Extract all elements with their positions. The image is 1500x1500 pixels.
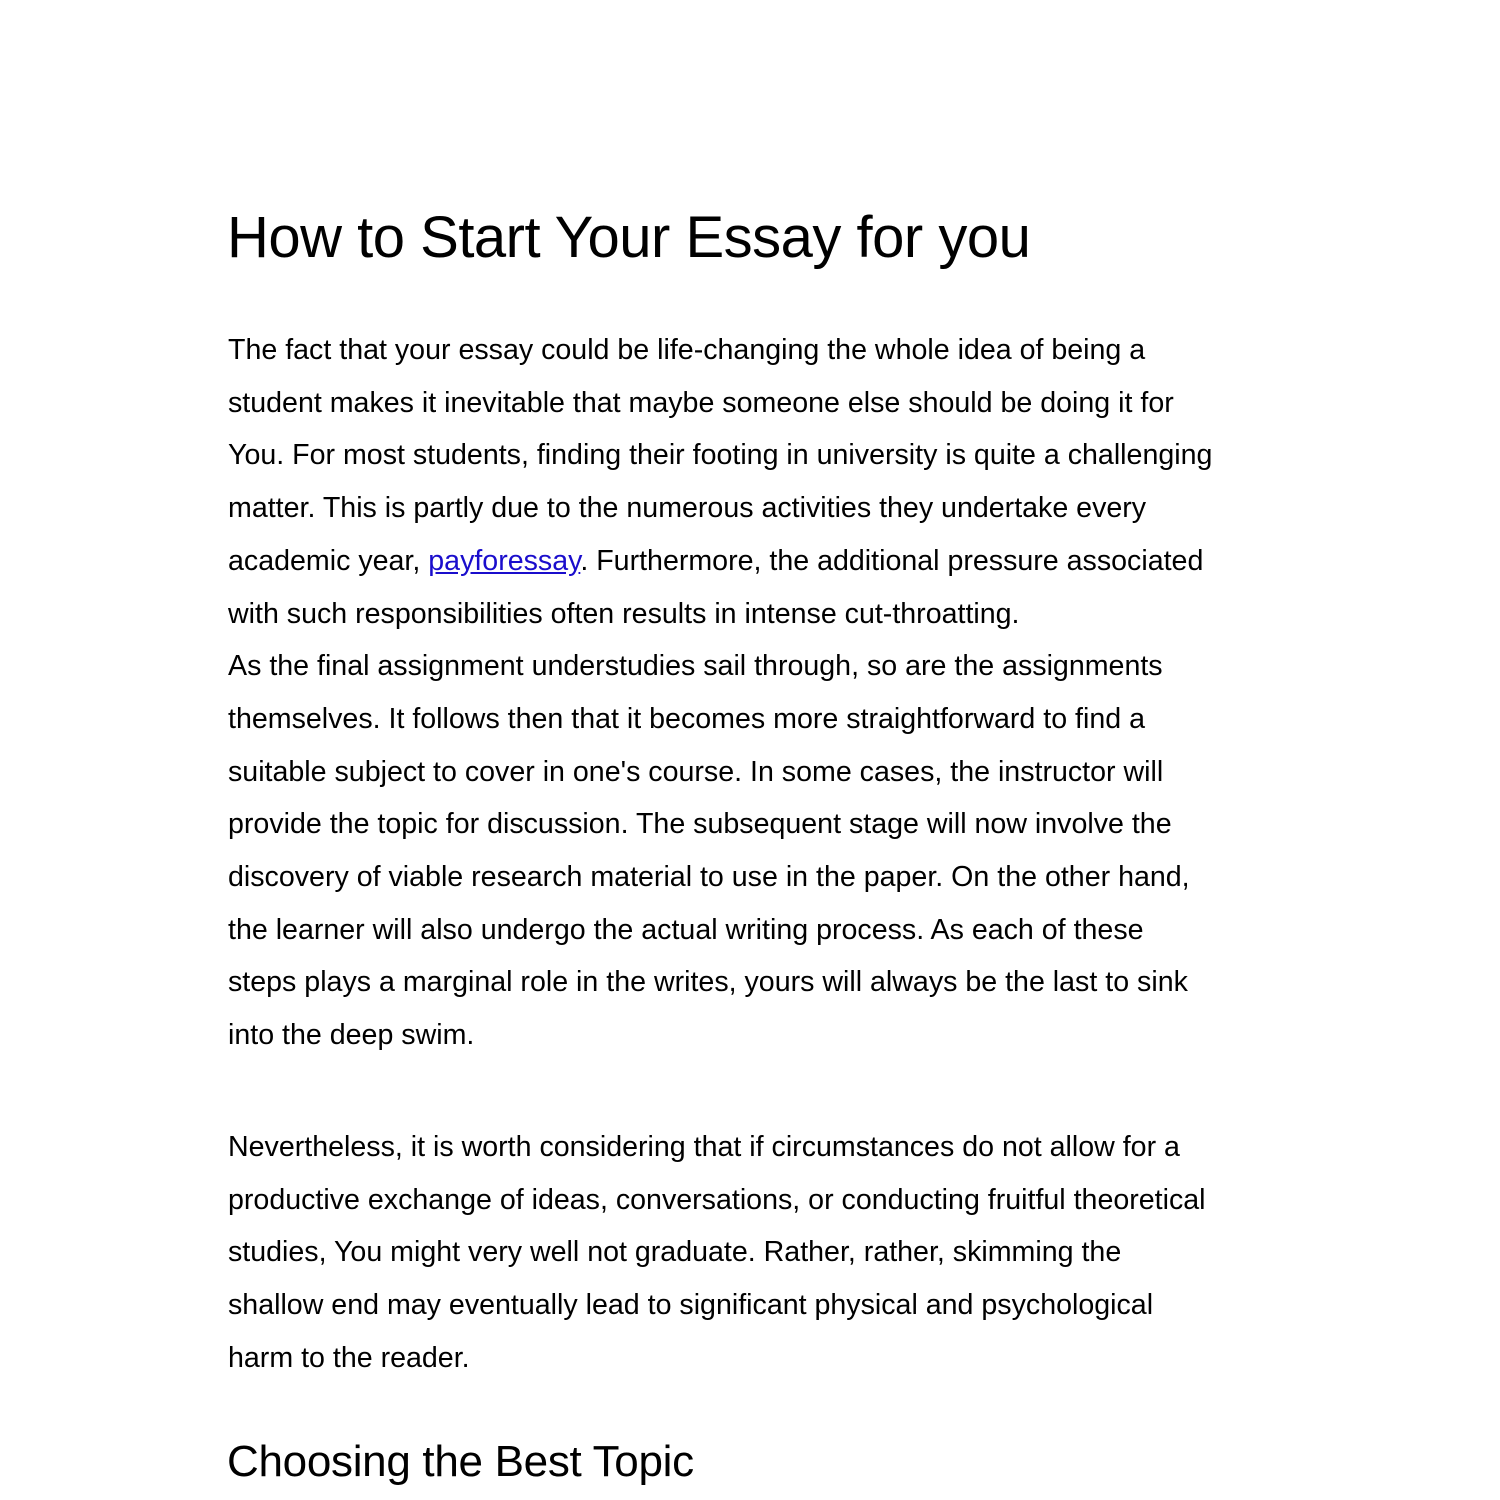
text-line: matter. This is partly due to the numerous activities they undertake every (228, 492, 1147, 525)
text-line: As the final assignment understudies sail through, so are the assignments (228, 650, 1163, 683)
paragraph-nevertheless (228, 1121, 1206, 1385)
text-segment: . Furthermore, the additional pressure associated (580, 544, 1204, 577)
text-line: discovery of viable research material to use in the paper. On the other hand, (228, 861, 1190, 894)
text-line: student makes it inevitable that maybe someone else should be doing it for (228, 386, 1174, 419)
text-line: studies, You might very well not graduate. Rather, rather, skimming the (228, 1236, 1122, 1269)
text-line: into the deep swim. (228, 1019, 475, 1052)
text-line: themselves. It follows then that it becomes more straightforward to find a (228, 702, 1146, 735)
paragraph-intro (228, 324, 1212, 1062)
text-line: the learner will also undergo the actual writing process. As each of these (228, 913, 1144, 946)
text-line-with-link (228, 535, 1212, 588)
text-line: The fact that your essay could be life-changing the whole idea of being a (228, 334, 1146, 366)
document-title: How to Start Your Essay for you (227, 205, 1031, 270)
text-line: Nevertheless, it is worth considering that if circumstances do not allow for a (228, 1131, 1180, 1163)
text-line: suitable subject to cover in one's course. In some cases, the instructor will (228, 755, 1164, 788)
text-segment: academic year, (228, 544, 429, 577)
text-line: productive exchange of ideas, conversations, or conducting fruitful theoretical (228, 1183, 1206, 1216)
text-line: harm to the reader. (228, 1341, 470, 1374)
text-line: provide the topic for discussion. The subsequent stage will now involve the (228, 808, 1172, 841)
text-line: You. For most students, finding their footing in university is quite a challenging (228, 439, 1213, 472)
text-line: steps plays a marginal role in the writes, yours will always be the last to sink (228, 966, 1188, 999)
text-line: shallow end may eventually lead to significant physical and psychological (228, 1289, 1154, 1322)
payforessay-link[interactable]: payforessay (428, 544, 581, 577)
text-line: with such responsibilities often results in intense cut-throatting. (228, 597, 1020, 630)
section-heading: Choosing the Best Topic (227, 1437, 694, 1486)
